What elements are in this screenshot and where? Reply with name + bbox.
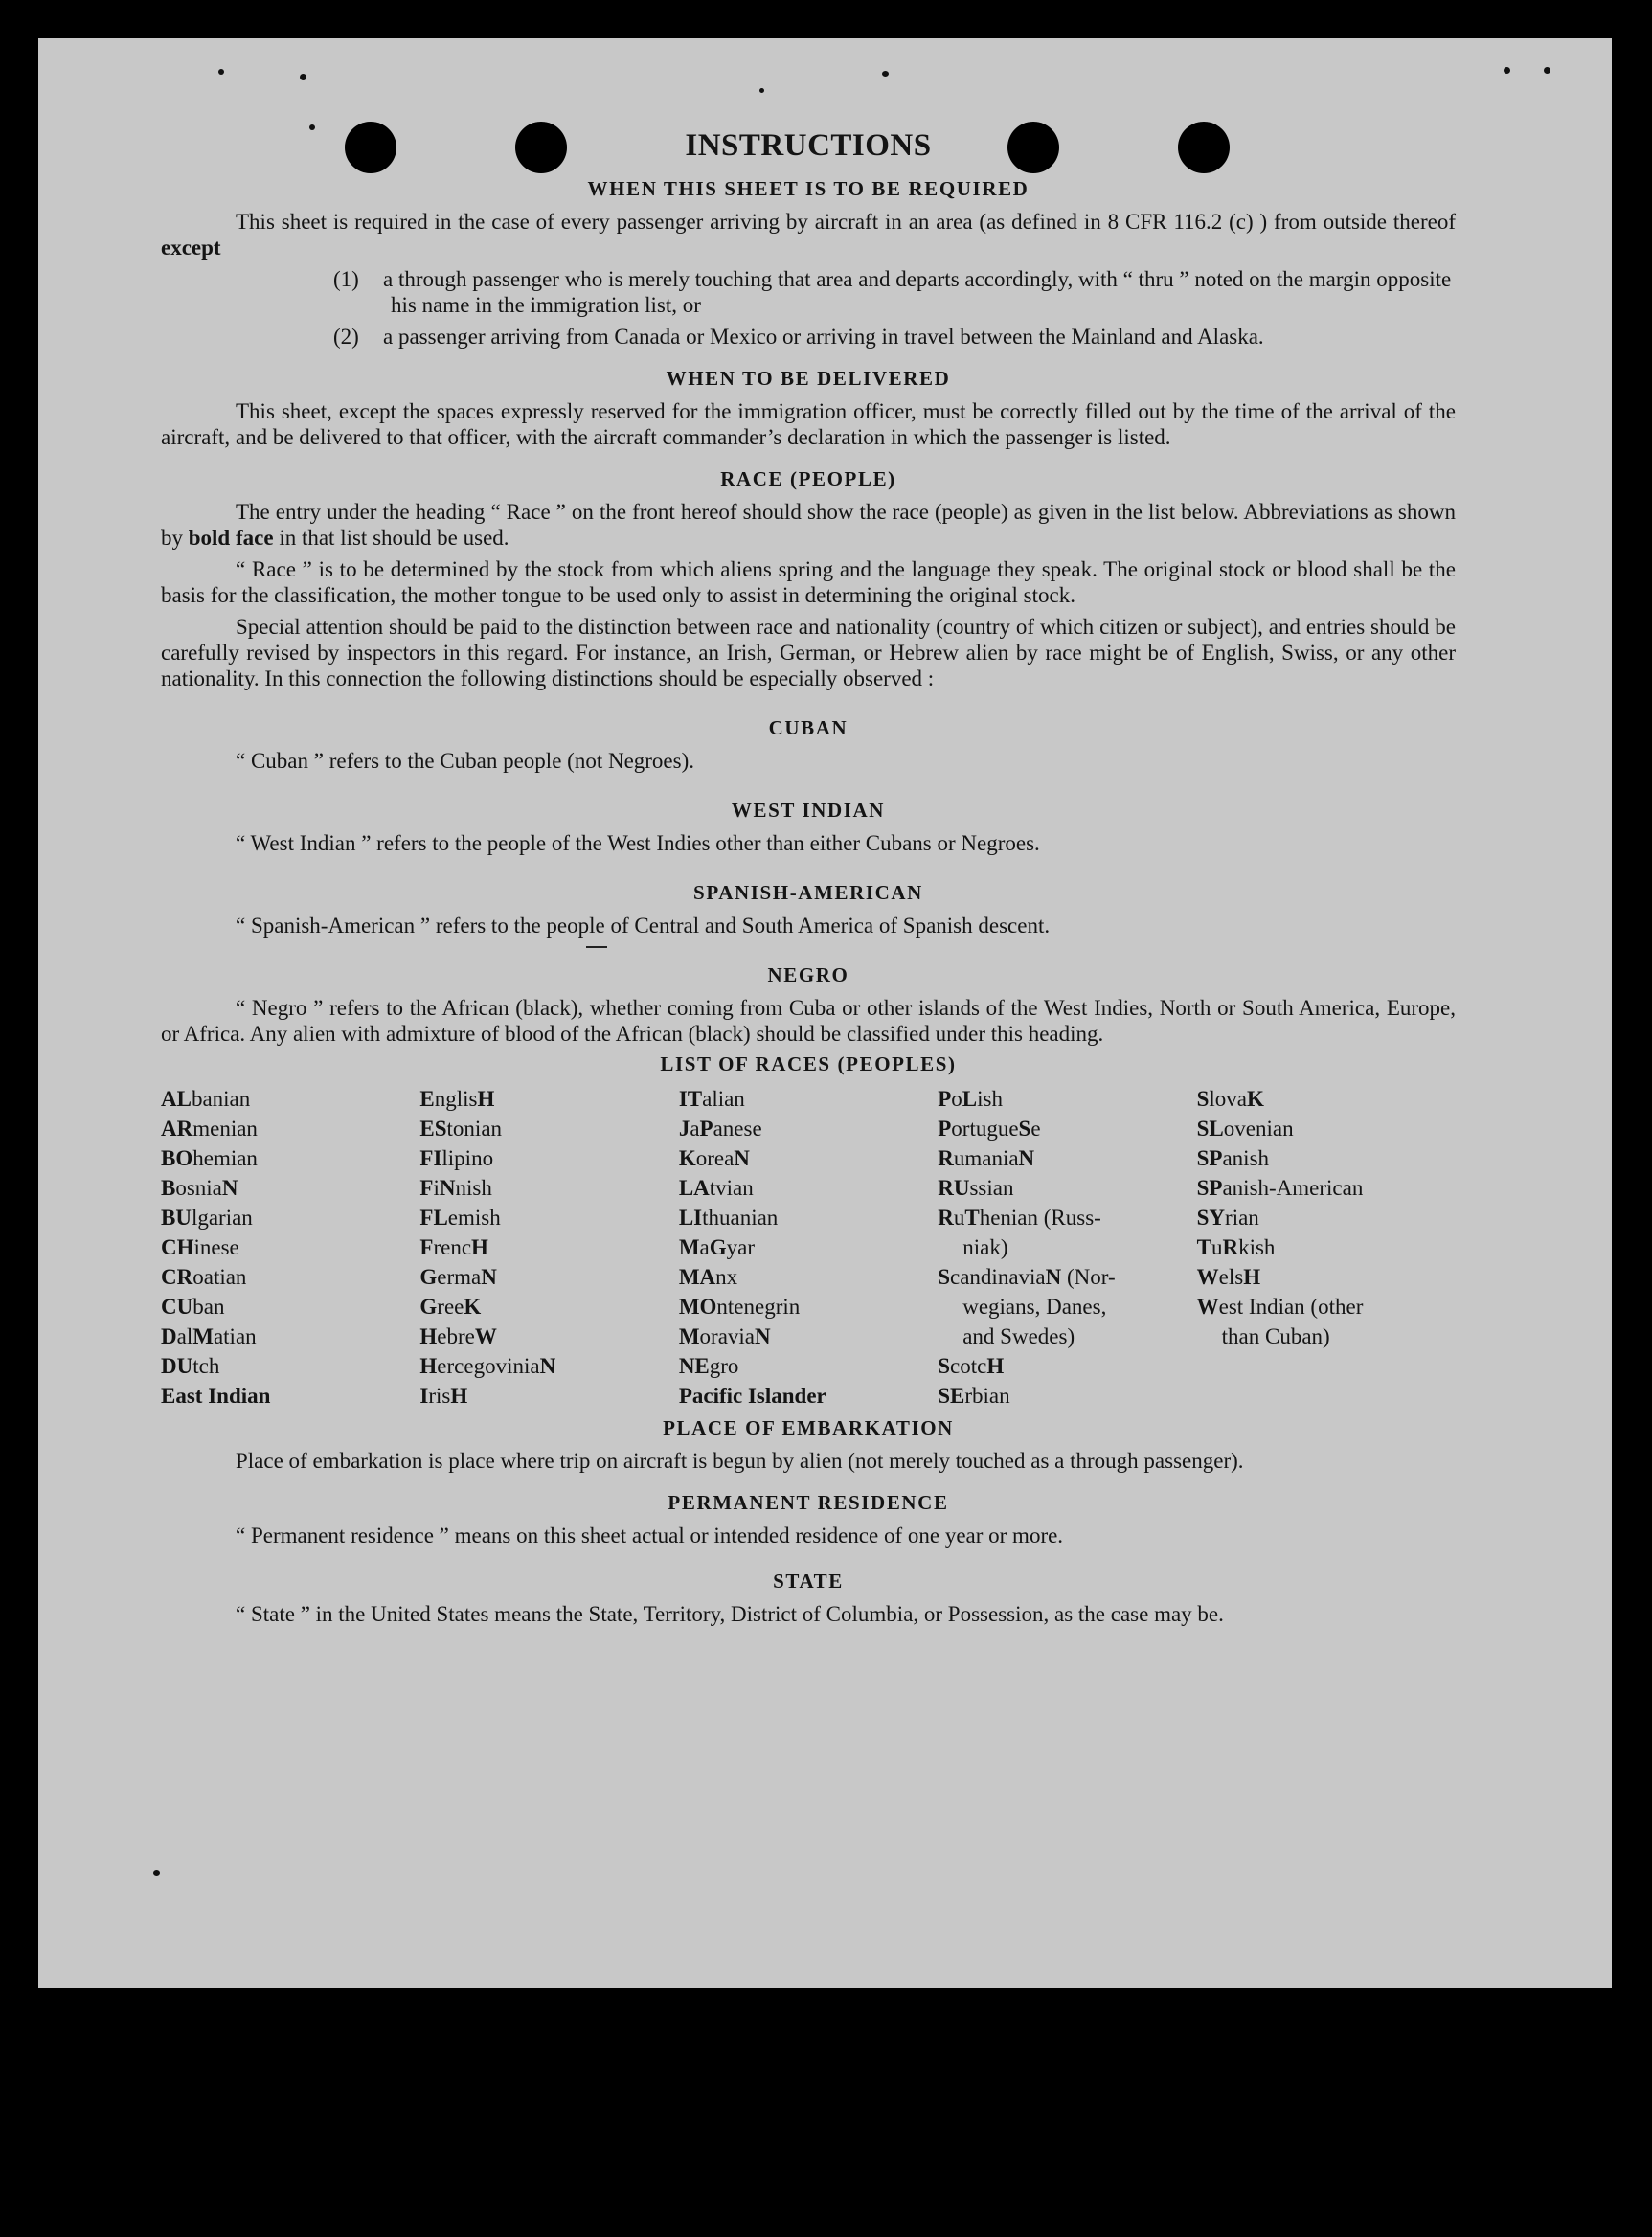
race-entry: NEgro — [678, 1354, 739, 1378]
speck — [759, 88, 764, 93]
race-entry: RumaniaN — [938, 1146, 1035, 1170]
race-entry: MAnx — [678, 1265, 738, 1289]
race-entry: SPanish — [1196, 1146, 1270, 1170]
race-entry: FIlipino — [419, 1146, 494, 1170]
race-entry: West Indian (other — [1196, 1295, 1364, 1319]
race-entry: EnglisH — [419, 1087, 495, 1111]
paragraph: “ Negro ” refers to the African (black), whether coming from Cuba or other islands of the West Indies, North or South America, Europe, or Africa. Any alien with admixture of blood of the African (black) should be classified under this heading. — [161, 996, 1456, 1046]
section-heading: STATE — [773, 1570, 844, 1593]
section-heading: RACE (PEOPLE) — [720, 467, 896, 490]
race-entry: TuRkish — [1196, 1235, 1276, 1259]
race-entry: CRoatian — [161, 1265, 247, 1289]
paragraph: “ Spanish-American ” refers to the people of Central and South America of Spanish descent. — [236, 914, 1051, 938]
list-item: (1) a through passenger who is merely touching that area and departs accordingly, with “ thru ” noted on the margin opposite his name in the immigration list, or — [333, 267, 1452, 317]
race-entry: JaPanese — [678, 1117, 762, 1141]
race-entry: MaGyar — [678, 1235, 756, 1259]
race-entry: ARmenian — [161, 1117, 258, 1141]
race-entry: LAtvian — [678, 1176, 754, 1200]
page-title: INSTRUCTIONS — [685, 128, 932, 163]
race-entry: ITalian — [678, 1087, 745, 1111]
race-list — [161, 1084, 1456, 1411]
speck — [882, 71, 889, 77]
race-entry: MOntenegrin — [678, 1295, 801, 1319]
speck — [153, 1870, 160, 1876]
race-entry: FrencH — [419, 1235, 488, 1259]
race-column — [938, 1084, 1196, 1411]
race-entry: LIthuanian — [678, 1206, 779, 1230]
race-entry: FiNnish — [419, 1176, 492, 1200]
list-item: (2) a passenger arriving from Canada or Mexico or arriving in travel between the Mainland and Alaska. — [333, 325, 1264, 349]
paragraph: “ State ” in the United States means the State, Territory, District of Columbia, or Possession, as the case may be. — [236, 1602, 1224, 1626]
race-entry: ALbanian — [161, 1087, 251, 1111]
race-entry: ScandinaviaN (Nor- — [938, 1265, 1116, 1289]
race-entry: ScotcH — [938, 1354, 1005, 1378]
race-entry: RuThenian (Russ- — [938, 1206, 1101, 1230]
race-entry: CHinese — [161, 1235, 239, 1259]
speck — [218, 69, 224, 75]
race-entry: WelsH — [1196, 1265, 1261, 1289]
race-entry: PoLish — [938, 1087, 1003, 1111]
section-heading: LIST OF RACES (PEOPLES) — [660, 1052, 957, 1075]
race-entry: niak) — [962, 1235, 1008, 1259]
race-entry: BOhemian — [161, 1146, 258, 1170]
paragraph: Place of embarkation is place where trip on aircraft is begun by alien (not merely touched as a through passenger). — [236, 1449, 1244, 1473]
instructions-content — [161, 128, 1456, 1627]
paragraph: This sheet, except the spaces expressly reserved for the immigration officer, must be correctly filled out by the time of the arrival of the aircraft, and be delivered to that officer, with the aircraft commander’s declaration in which the passenger is listed. — [161, 399, 1456, 449]
section-heading: SPANISH-AMERICAN — [693, 881, 923, 904]
paragraph: “ Cuban ” refers to the Cuban people (not Negroes). — [236, 749, 695, 773]
race-entry: RUssian — [938, 1176, 1014, 1200]
section-heading: WHEN TO BE DELIVERED — [666, 367, 951, 390]
section-heading: NEGRO — [767, 963, 849, 986]
race-entry: FLemish — [419, 1206, 501, 1230]
race-entry: SErbian — [938, 1384, 1010, 1408]
race-entry: MoraviaN — [678, 1324, 771, 1348]
race-column — [419, 1084, 678, 1411]
race-entry: GreeK — [419, 1295, 482, 1319]
race-entry: DalMatian — [161, 1324, 257, 1348]
race-entry: BUlgarian — [161, 1206, 253, 1230]
race-column — [679, 1084, 938, 1411]
race-entry: BosniaN — [161, 1176, 238, 1200]
section-heading: WHEN THIS SHEET IS TO BE REQUIRED — [587, 177, 1030, 200]
section-heading: CUBAN — [768, 716, 849, 739]
race-entry: IrisH — [419, 1384, 468, 1408]
race-column — [1197, 1084, 1456, 1411]
paragraph: The entry under the heading “ Race ” on the front hereof should show the race (people) as given in the list below. Abbreviations as shown by bold face in that list should be used. — [161, 500, 1456, 550]
race-entry: SYrian — [1196, 1206, 1259, 1230]
race-entry: HebreW — [419, 1324, 497, 1348]
section-heading: PERMANENT RESIDENCE — [668, 1491, 949, 1514]
paragraph: This sheet is required in the case of every passenger arriving by aircraft in an area (as defined in 8 CFR 116.2 (c) ) from outside thereof except — [161, 210, 1456, 260]
race-entry: East Indian — [161, 1384, 271, 1408]
speck — [1504, 67, 1510, 74]
race-entry: and Swedes) — [962, 1324, 1075, 1348]
paragraph: Special attention should be paid to the distinction between race and nationality (country of which citizen or subject), and entries should be carefully revised by inspectors in this regard. For instance, an Irish, German, or Hebrew alien by race might be of English, Swiss, or any other nationality. In this connection the following distinctions should be especially observed : — [161, 615, 1456, 690]
paragraph: “ Race ” is to be determined by the stock from which aliens spring and the language they speak. The original stock or blood shall be the basis for the classification, the mother tongue to be used only to assist in determining the original stock. — [161, 557, 1456, 607]
race-entry: HercegoviniaN — [419, 1354, 556, 1378]
race-entry: DUtch — [161, 1354, 220, 1378]
race-entry: than Cuban) — [1221, 1324, 1330, 1348]
paragraph: “ Permanent residence ” means on this sheet actual or intended residence of one year or more. — [236, 1524, 1064, 1548]
race-entry: SlovaK — [1196, 1087, 1264, 1111]
speck — [1544, 67, 1550, 74]
section-heading: WEST INDIAN — [731, 799, 886, 822]
race-entry: CUban — [161, 1295, 225, 1319]
paragraph: “ West Indian ” refers to the people of the West Indies other than either Cubans or Negroes. — [236, 831, 1040, 855]
race-entry: SPanish-American — [1196, 1176, 1364, 1200]
race-entry: SLovenian — [1196, 1117, 1294, 1141]
race-entry: KoreaN — [678, 1146, 750, 1170]
race-entry: Pacific Islander — [678, 1384, 826, 1408]
section-heading: PLACE OF EMBARKATION — [663, 1416, 954, 1439]
speck — [300, 74, 306, 80]
race-entry: EStonian — [419, 1117, 503, 1141]
race-column — [161, 1084, 419, 1411]
race-entry: wegians, Danes, — [962, 1295, 1107, 1319]
race-entry: PortugueSe — [938, 1117, 1041, 1141]
race-entry: GermaN — [419, 1265, 497, 1289]
